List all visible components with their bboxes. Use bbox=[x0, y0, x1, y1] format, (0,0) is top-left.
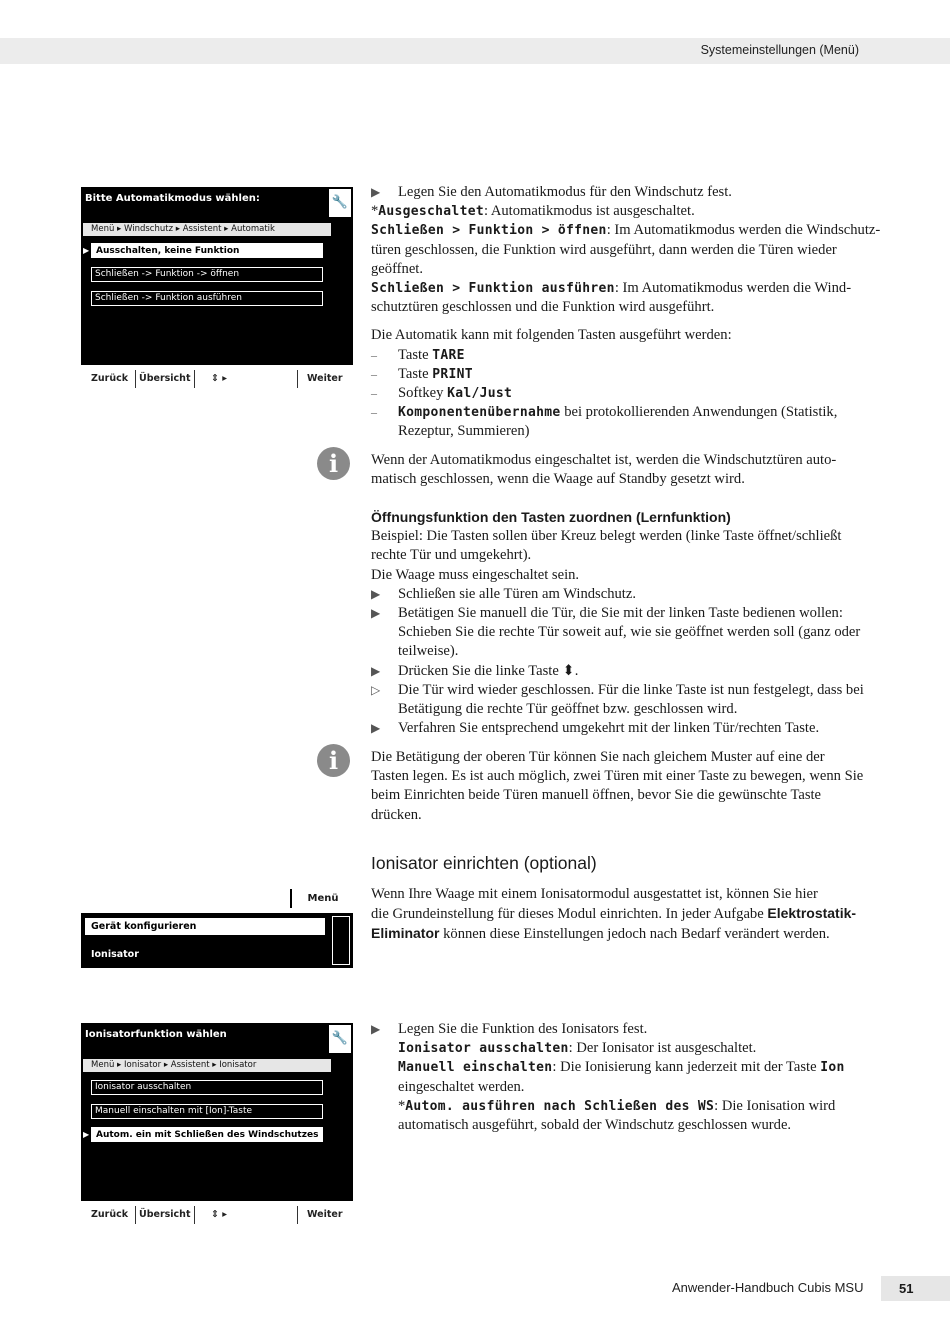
option-key: Manuell einschalten bbox=[398, 1060, 553, 1076]
device-screen-ionisator bbox=[81, 1023, 353, 1201]
menu-softkey[interactable]: Menü bbox=[290, 889, 354, 908]
softkey-divider bbox=[135, 370, 136, 388]
text-block-windschutz bbox=[371, 183, 919, 442]
dash-bullet: – bbox=[371, 405, 377, 420]
menu-scrollbar[interactable] bbox=[332, 916, 350, 965]
text-block-ionisator-funktion bbox=[371, 1020, 919, 1135]
text-block-ionisator-intro bbox=[371, 885, 919, 945]
text-line: automatisch ausgeführt, sobald der Windschutz geschlossen wurde. bbox=[398, 1117, 792, 1134]
text-line: Tasten legen. Es ist auch möglich, zwei Türen mit einer Taste zu bewegen, wenn Sie bbox=[371, 768, 864, 785]
list-text: bei protokollierenden Anwendungen (Statistik, bbox=[560, 404, 838, 421]
text-line: Die Betätigung der oberen Tür können Sie nach gleichem Muster auf eine der bbox=[371, 749, 825, 765]
softkey-divider bbox=[135, 1206, 136, 1224]
option-desc: : Die Ionisation wird bbox=[714, 1097, 836, 1114]
menu-item-ionisator[interactable]: Ionisator bbox=[91, 949, 139, 960]
note-obere-tuer bbox=[371, 748, 919, 825]
step-text: Verfahren Sie entsprechend umgekehrt mit der linken Tür/rechten Taste. bbox=[398, 720, 820, 737]
option-key: Ausgeschaltet bbox=[378, 204, 484, 220]
softkey-nav[interactable]: ⇕ ▸ bbox=[211, 1209, 228, 1220]
list-text: Taste bbox=[398, 346, 433, 363]
softkey-bar-2 bbox=[81, 1206, 353, 1226]
step-bullet-icon: ▶ bbox=[371, 721, 381, 736]
text-line: geöffnet. bbox=[371, 260, 424, 277]
dash-bullet: – bbox=[371, 386, 377, 401]
softkey-overview[interactable]: Übersicht bbox=[139, 373, 191, 384]
screen-breadcrumb: Menü ▸ Windschutz ▸ Assistent ▸ Automatik bbox=[83, 223, 331, 236]
option-desc: : Im Automatikmodus werden die Windschutz- bbox=[606, 222, 881, 239]
subheading: Öffnungsfunktion den Tasten zuordnen (Lernfunktion) bbox=[371, 509, 731, 525]
key-name: TARE bbox=[432, 347, 465, 363]
key-name: Komponentenübernahme bbox=[398, 405, 561, 421]
result-text: Betätigung die rechte Tür geöffnet bzw. geschlossen wird. bbox=[398, 701, 738, 718]
text-line: rechte Tür und umgekehrt). bbox=[371, 547, 532, 564]
softkey-nav[interactable]: ⇕ ▸ bbox=[211, 373, 228, 384]
softkey-divider bbox=[194, 370, 195, 388]
step-bullet-icon: ▶ bbox=[371, 606, 381, 621]
option-desc: : Die Ionisierung kann jederzeit mit der Taste bbox=[552, 1059, 821, 1076]
step-text: Schieben Sie die rechte Tür soweit auf, wie sie geöffnet werden soll (ganz oder bbox=[398, 624, 861, 641]
softkey-divider bbox=[297, 370, 298, 388]
wrench-icon[interactable]: 🔧 bbox=[329, 189, 351, 217]
device-screen-windschutz bbox=[81, 187, 353, 365]
dash-bullet: – bbox=[371, 347, 377, 362]
wrench-icon[interactable]: 🔧 bbox=[329, 1025, 351, 1053]
text-line: Wenn der Automatikmodus eingeschaltet ist, werden die Windschutztüren auto- bbox=[371, 452, 837, 468]
info-icon: i bbox=[317, 447, 350, 480]
selection-arrow-icon: ▶ bbox=[83, 246, 90, 255]
softkey-divider bbox=[297, 1206, 298, 1224]
page-number: 51 bbox=[881, 1276, 950, 1301]
text-line: schutztüren geschlossen und die Funktion wird ausgeführt. bbox=[371, 299, 715, 316]
screen-title: Ionisatorfunktion wählen bbox=[85, 1029, 227, 1040]
text-line: drücken. bbox=[371, 806, 422, 823]
screen-title: Bitte Automatikmodus wählen: bbox=[85, 193, 260, 204]
softkey-next[interactable]: Weiter bbox=[307, 1209, 343, 1220]
softkey-back[interactable]: Zurück bbox=[91, 373, 129, 384]
text-span: die Grundeinstellung für dieses Modul einrichten. In jeder Aufgabe bbox=[371, 906, 768, 923]
footer-title: Anwender-Handbuch Cubis MSU bbox=[672, 1280, 864, 1295]
list-text: Taste bbox=[398, 365, 433, 382]
menu-item-geraet[interactable]: Gerät konfigurieren bbox=[85, 918, 325, 935]
default-marker: * bbox=[371, 203, 379, 220]
step-text: Schließen sie alle Türen am Windschutz. bbox=[398, 585, 636, 602]
step-bullet-icon: ▶ bbox=[371, 185, 381, 199]
text-line: Die Automatik kann mit folgenden Tasten ausgeführt werden: bbox=[371, 327, 732, 344]
bold-term: Eliminator bbox=[371, 925, 440, 942]
text-line: Die Waage muss eingeschaltet sein. bbox=[371, 566, 580, 583]
step-text: Betätigen Sie manuell die Tür, die Sie mit der linken Taste bedienen wollen: bbox=[398, 605, 843, 622]
softkey-back[interactable]: Zurück bbox=[91, 1209, 129, 1220]
up-down-arrow-icon: ⬍ bbox=[562, 662, 575, 679]
softkey-divider bbox=[194, 1206, 195, 1224]
screen-option-2[interactable]: Manuell einschalten mit [Ion]-Taste bbox=[91, 1104, 323, 1119]
bold-term: Elektrostatik- bbox=[767, 905, 857, 922]
step-text: Drücken Sie die linke Taste bbox=[398, 662, 563, 679]
text-line: türen geschlossen, die Funktion wird ausgeführt, dann werden die Türen wieder bbox=[371, 241, 837, 258]
default-marker: * bbox=[398, 1097, 406, 1114]
option-desc: : Im Automatikmodus werden die Wind- bbox=[614, 280, 852, 297]
text-block-lernfunktion bbox=[371, 508, 919, 738]
screen-option-3[interactable]: Autom. ein mit Schließen des Windschutzes bbox=[91, 1127, 323, 1142]
step-text: Legen Sie den Automatikmodus für den Windschutz fest. bbox=[398, 184, 732, 200]
dash-bullet: – bbox=[371, 366, 377, 381]
screen-option-1[interactable]: Ionisator ausschalten bbox=[91, 1080, 323, 1095]
option-key: Autom. ausführen nach Schließen des WS bbox=[405, 1098, 715, 1114]
text-line: eingeschaltet werden. bbox=[398, 1078, 525, 1095]
softkey-next[interactable]: Weiter bbox=[307, 373, 343, 384]
list-text: Softkey bbox=[398, 385, 448, 402]
step-bullet-icon: ▶ bbox=[371, 586, 381, 601]
text-span: können diese Einstellungen jedoch nach Bedarf verändert werden. bbox=[439, 926, 830, 943]
step-bullet-icon: ▶ bbox=[371, 1022, 381, 1036]
step-bullet-icon: ▶ bbox=[371, 663, 381, 678]
key-name: Kal/Just bbox=[447, 386, 513, 402]
step-text: teilweise). bbox=[398, 643, 459, 660]
menu-panel bbox=[81, 913, 353, 968]
option-key: Schließen > Funktion > öffnen bbox=[371, 223, 607, 239]
key-name: PRINT bbox=[432, 366, 473, 382]
option-key: Schließen > Funktion ausführen bbox=[371, 281, 615, 297]
option-desc: : Der Ionisator ist ausgeschaltet. bbox=[568, 1040, 757, 1057]
note-automatik bbox=[371, 451, 919, 489]
section-heading: Ionisator einrichten (optional) bbox=[371, 853, 597, 873]
option-desc: : Automatikmodus ist ausgeschaltet. bbox=[483, 203, 695, 220]
list-text: Rezeptur, Summieren) bbox=[398, 423, 530, 440]
result-text: Die Tür wird wieder geschlossen. Für die linke Taste ist nun festgelegt, dass bei bbox=[398, 681, 864, 698]
step-text: Legen Sie die Funktion des Ionisators fest. bbox=[398, 1021, 648, 1037]
softkey-overview[interactable]: Übersicht bbox=[139, 1209, 191, 1220]
screen-breadcrumb: Menü ▸ Ionisator ▸ Assistent ▸ Ionisator bbox=[83, 1059, 331, 1072]
text-line: beim Einrichten beide Türen manuell öffnen, bevor Sie die gewünschte Taste bbox=[371, 787, 822, 804]
text-line: Beispiel: Die Tasten sollen über Kreuz belegt werden (linke Taste öffnet/schließt bbox=[371, 528, 842, 545]
option-key: Ionisator ausschalten bbox=[398, 1041, 569, 1057]
header-bar bbox=[0, 38, 950, 64]
result-bullet-icon: ▷ bbox=[371, 682, 381, 697]
step-text-end: . bbox=[574, 662, 579, 679]
header-title: Systemeinstellungen (Menü) bbox=[700, 43, 859, 57]
key-name: Ion bbox=[820, 1060, 845, 1076]
screen-option-1[interactable]: Ausschalten, keine Funktion bbox=[91, 243, 323, 258]
screen-option-2[interactable]: Schließen -> Funktion -> öffnen bbox=[91, 267, 323, 282]
softkey-bar-1 bbox=[81, 370, 353, 390]
text-line: Wenn Ihre Waage mit einem Ionisatormodul ausgestattet ist, können Sie hier bbox=[371, 886, 818, 902]
selection-arrow-icon: ▶ bbox=[83, 1130, 90, 1139]
screen-option-3[interactable]: Schließen -> Funktion ausführen bbox=[91, 291, 323, 306]
info-icon: i bbox=[317, 744, 350, 777]
text-line: matisch geschlossen, wenn die Waage auf Standby gesetzt wird. bbox=[371, 471, 745, 488]
